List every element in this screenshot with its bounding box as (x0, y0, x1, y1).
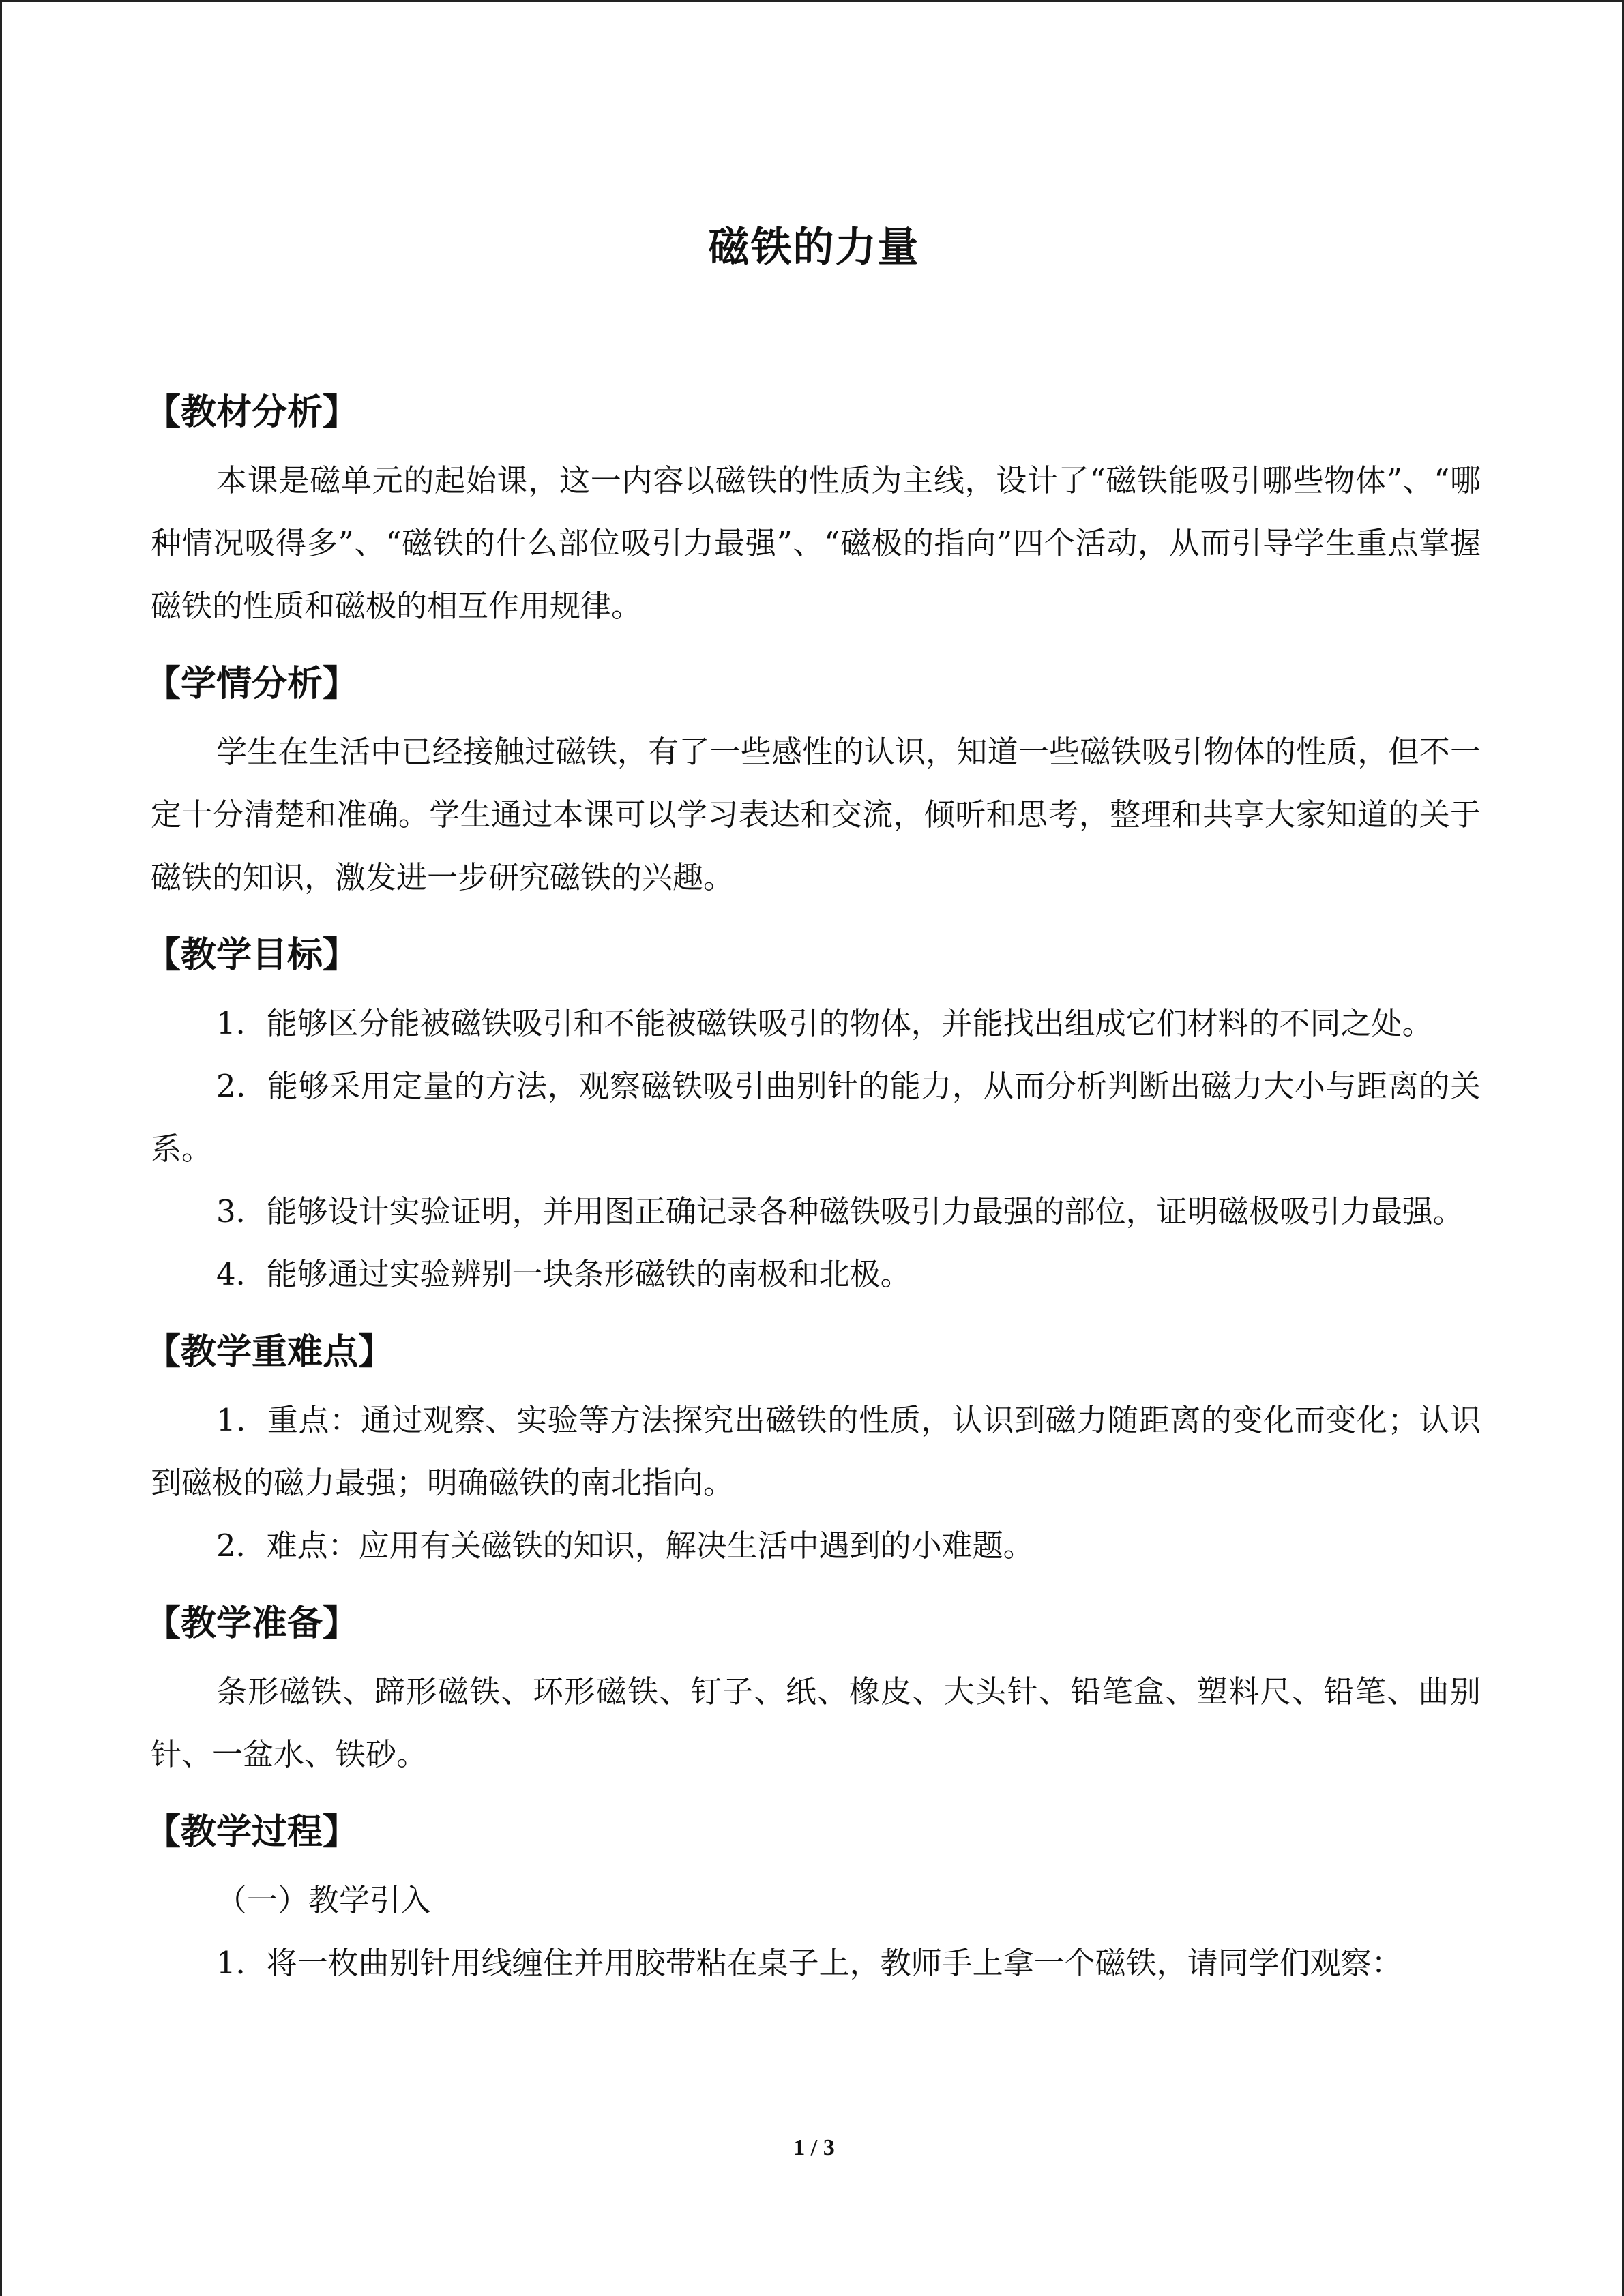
section-heading: 【教学准备】 (145, 1602, 359, 1644)
objective-item-2: 2．能够采用定量的方法，观察磁铁吸引曲别针的能力，从而分析判断出磁力大小与距离的关系。 (151, 1068, 1481, 1167)
process-item-1: 1．将一枚曲别针用线缠住并用胶带粘在桌子上，教师手上拿一个磁铁，请同学们观察： (216, 1945, 1402, 1981)
process-subheading: （一）教学引入 (216, 1882, 432, 1918)
document-body (145, 384, 1481, 1995)
section-heading: 【教学重难点】 (145, 1331, 394, 1373)
section-teaching-preparation (145, 1595, 1481, 1786)
section-student-analysis (145, 655, 1481, 909)
objective-item-4: 4．能够通过实验辨别一块条形磁铁的南极和北极。 (216, 1256, 911, 1292)
difficult-point-item: 2．难点：应用有关磁铁的知识，解决生活中遇到的小难题。 (216, 1527, 1034, 1564)
section-textbook-analysis (145, 384, 1481, 638)
section-heading: 【教学目标】 (145, 934, 359, 976)
objective-item-3: 3．能够设计实验证明，并用图正确记录各种磁铁吸引力最强的部位，证明磁极吸引力最强。 (216, 1193, 1464, 1229)
section-heading: 【教学过程】 (145, 1811, 359, 1853)
page-number: 1 / 3 (793, 2135, 835, 2160)
section-heading: 【教材分析】 (145, 391, 359, 433)
document-title: 磁铁的力量 (708, 224, 920, 271)
section-key-difficult-points (145, 1324, 1481, 1577)
paragraph: 本课是磁单元的起始课，这一内容以磁铁的性质为主线，设计了“磁铁能吸引哪些物体”、“哪种情况吸得多”、“磁铁的什么部位吸引力最强”、“磁极的指向”四个活动，从而引导学生重点掌握磁铁的性质和磁极的相互作用规律。 (151, 462, 1481, 624)
paragraph: 条形磁铁、蹄形磁铁、环形磁铁、钉子、纸、橡皮、大头针、铅笔盒、塑料尺、铅笔、曲别针、一盆水、铁砂。 (151, 1673, 1481, 1772)
paragraph: 学生在生活中已经接触过磁铁，有了一些感性的认识，知道一些磁铁吸引物体的性质，但不一定十分清楚和准确。学生通过本课可以学习表达和交流，倾听和思考，整理和共享大家知道的关于磁铁的知识，激发进一步研究磁铁的兴趣。 (151, 734, 1481, 895)
section-teaching-process (145, 1804, 1481, 1995)
section-heading: 【学情分析】 (145, 663, 359, 704)
section-teaching-objectives (145, 927, 1481, 1306)
objective-item-1: 1．能够区分能被磁铁吸引和不能被磁铁吸引的物体，并能找出组成它们材料的不同之处。 (216, 1005, 1433, 1041)
key-point-item: 1．重点：通过观察、实验等方法探究出磁铁的性质，认识到磁力随距离的变化而变化；认识到磁极的磁力最强；明确磁铁的南北指向。 (151, 1402, 1481, 1501)
